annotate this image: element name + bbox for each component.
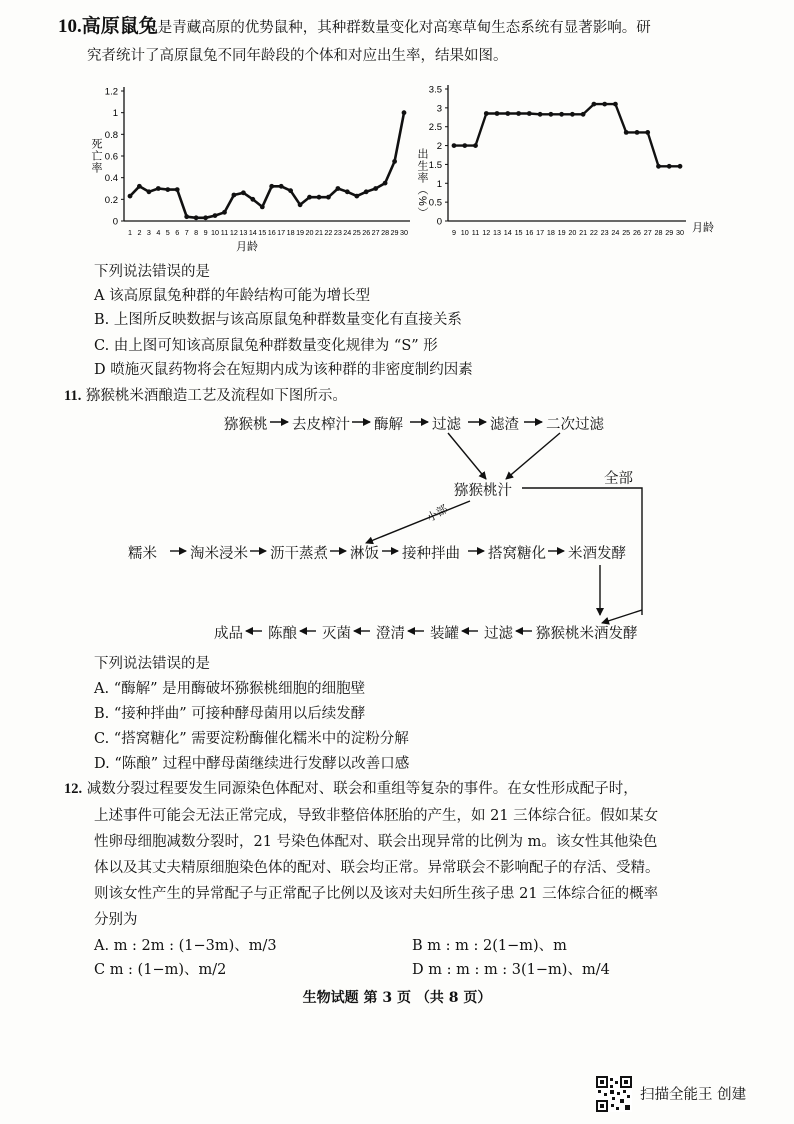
y-tick-label: 1 bbox=[112, 108, 118, 120]
flow-filter: 过滤 bbox=[432, 417, 461, 433]
q12-line-6: 分别为 bbox=[94, 912, 138, 928]
x-tick-label: 8 bbox=[194, 228, 199, 237]
x-tick-label: 19 bbox=[296, 228, 305, 237]
q12-option-c: C m : (1−m)、m/2 bbox=[94, 962, 227, 978]
q12-line-2: 上述事件可能会无法正常完成，导致非整倍体胚胎的产生，如 21 三体综合征。假如某女 bbox=[94, 808, 659, 824]
q10-stem-line2: 究者统计了高原鼠兔不同年龄段的个体和对应出生率，结果如图。 bbox=[87, 48, 508, 64]
x-tick-label: 5 bbox=[165, 228, 170, 237]
data-point bbox=[602, 102, 607, 107]
y-tick-label: 0.5 bbox=[428, 197, 442, 209]
x-tick-label: 10 bbox=[211, 228, 220, 237]
scanner-watermark: 扫描全能王 创建 bbox=[640, 1087, 747, 1103]
data-point bbox=[269, 184, 274, 189]
flow-wash-soak: 淘米浸米 bbox=[190, 546, 248, 562]
x-tick-label: 26 bbox=[632, 228, 641, 237]
y-tick-label: 0.2 bbox=[104, 194, 118, 206]
data-point bbox=[336, 186, 341, 191]
x-tick-label: 25 bbox=[622, 228, 631, 237]
x-tick-label: 11 bbox=[220, 228, 229, 237]
data-point bbox=[279, 184, 284, 189]
x-tick-label: 14 bbox=[503, 228, 512, 237]
x-tick-label: 29 bbox=[390, 228, 399, 237]
birth-rate-axes bbox=[448, 85, 686, 221]
x-tick-label: 12 bbox=[482, 228, 491, 237]
q11-option-b: B. “接种拌曲” 可接种酵母菌用以后续发酵 bbox=[94, 706, 366, 722]
data-point bbox=[194, 215, 199, 220]
x-tick-label: 28 bbox=[654, 228, 663, 237]
y-tick-label: 1 bbox=[436, 178, 442, 190]
x-tick-label: 30 bbox=[676, 228, 684, 237]
flow-label-small: 小部 bbox=[424, 502, 451, 525]
x-tick-label: 26 bbox=[362, 228, 371, 237]
flow-enzymolysis: 酶解 bbox=[374, 417, 403, 433]
x-tick-label: 16 bbox=[267, 228, 276, 237]
data-point bbox=[260, 205, 265, 210]
flow-filter-2: 过滤 bbox=[484, 626, 513, 642]
data-point bbox=[570, 112, 575, 117]
data-point bbox=[165, 187, 170, 192]
q12-option-a: A. m : 2m : (1−3m)、m/3 bbox=[94, 938, 277, 954]
q12-line-3: 性卵母细胞减数分裂时，21 号染色体配对、联会出现异常的比例为 m。该女性其他染色 bbox=[94, 834, 658, 850]
y-tick-label: 2 bbox=[436, 141, 442, 153]
y-tick-label: 0.6 bbox=[104, 151, 118, 163]
q12-text-1: 减数分裂过程要发生同源染色体配对、联会和重组等复杂的事件。在女性形成配子时， bbox=[86, 781, 638, 797]
data-point bbox=[232, 193, 237, 198]
x-tick-label: 23 bbox=[333, 228, 342, 237]
data-point bbox=[128, 194, 133, 199]
x-tick-label: 20 bbox=[305, 228, 314, 237]
flow-inoculate: 接种拌曲 bbox=[402, 546, 460, 562]
x-tick-label: 27 bbox=[371, 228, 380, 237]
y-tick-label: 0 bbox=[436, 216, 442, 228]
data-point bbox=[645, 130, 650, 135]
x-tick-label: 18 bbox=[546, 228, 555, 237]
data-point bbox=[462, 143, 467, 148]
data-point bbox=[184, 214, 189, 219]
q11-option-c: C. “搭窝糖化” 需要淀粉酶催化糯米中的淀粉分解 bbox=[94, 731, 409, 747]
flow-clarify: 澄清 bbox=[376, 626, 405, 642]
data-point bbox=[473, 143, 478, 148]
y-tick-label: 0.4 bbox=[104, 173, 118, 185]
data-point bbox=[538, 112, 543, 117]
x-tick-label: 23 bbox=[600, 228, 609, 237]
x-tick-label: 6 bbox=[175, 228, 180, 237]
y-tick-label: 3 bbox=[436, 103, 442, 115]
mortality-y-label: 死亡率 bbox=[90, 138, 102, 174]
x-tick-label: 24 bbox=[343, 228, 352, 237]
arrow-juice-to-rice bbox=[366, 501, 470, 543]
page-footer: 生物试题 第 3 页 （共 8 页） bbox=[302, 990, 492, 1006]
q11-flow-diagram bbox=[0, 405, 794, 650]
arrow-second-filter-to-juice bbox=[506, 433, 560, 479]
qr-code-icon bbox=[596, 1076, 632, 1112]
data-point bbox=[592, 102, 597, 107]
birth-rate-y-label: 出生率（%） bbox=[416, 148, 428, 219]
x-tick-label: 11 bbox=[471, 228, 480, 237]
x-tick-label: 12 bbox=[229, 228, 238, 237]
q10-option-a: A 该高原鼠兔种群的年龄结构可能为增长型 bbox=[94, 288, 371, 304]
x-tick-label: 4 bbox=[156, 228, 161, 237]
q11-stem bbox=[64, 386, 347, 406]
mortality-chart bbox=[86, 78, 416, 254]
data-point bbox=[298, 202, 303, 207]
flow-glutinous-rice: 糯米 bbox=[128, 546, 157, 562]
data-point bbox=[326, 195, 331, 200]
data-point bbox=[549, 112, 554, 117]
q10-option-c: C. 由上图可知该高原鼠兔种群数量变化规律为 “S” 形 bbox=[94, 338, 438, 354]
q12-line-5: 则该女性产生的异常配子与正常配子比例以及该对夫妇所生孩子患 21 三体综合征的概率 bbox=[94, 886, 659, 902]
flow-product: 成品 bbox=[214, 626, 243, 642]
data-point bbox=[402, 110, 407, 115]
data-point bbox=[147, 189, 152, 194]
x-tick-label: 1 bbox=[128, 228, 132, 237]
flow-aging: 陈酿 bbox=[268, 626, 297, 642]
x-tick-label: 16 bbox=[525, 228, 534, 237]
data-point bbox=[516, 111, 521, 116]
data-point bbox=[364, 189, 369, 194]
data-point bbox=[613, 102, 618, 107]
y-tick-label: 3.5 bbox=[428, 84, 442, 96]
data-point bbox=[452, 143, 457, 148]
flow-arrows bbox=[0, 405, 794, 650]
mortality-y-ticks bbox=[105, 87, 124, 228]
x-tick-label: 14 bbox=[248, 228, 257, 237]
y-tick-label: 1.5 bbox=[428, 159, 442, 171]
x-tick-label: 17 bbox=[277, 228, 286, 237]
x-tick-label: 28 bbox=[381, 228, 390, 237]
q11-prompt: 下列说法错误的是 bbox=[94, 656, 210, 672]
arrow-filter-to-juice bbox=[448, 433, 486, 479]
x-tick-label: 15 bbox=[258, 228, 267, 237]
data-point bbox=[656, 164, 661, 169]
x-tick-label: 22 bbox=[324, 228, 333, 237]
data-point bbox=[175, 187, 180, 192]
q10-number: 10. bbox=[58, 16, 82, 37]
data-point bbox=[317, 195, 322, 200]
data-point bbox=[288, 188, 293, 193]
x-tick-label: 20 bbox=[568, 228, 577, 237]
data-point bbox=[156, 186, 161, 191]
x-tick-label: 7 bbox=[184, 228, 189, 237]
flow-residue: 滤渣 bbox=[490, 417, 519, 433]
data-point bbox=[203, 215, 208, 220]
mortality-x-ticks bbox=[128, 228, 408, 237]
x-tick-label: 13 bbox=[239, 228, 248, 237]
data-point bbox=[222, 210, 227, 215]
data-point bbox=[373, 186, 378, 191]
q10-prompt: 下列说法错误的是 bbox=[94, 264, 210, 280]
data-point bbox=[667, 164, 672, 169]
flow-can: 装罐 bbox=[430, 626, 459, 642]
x-tick-label: 9 bbox=[203, 228, 208, 237]
x-tick-label: 21 bbox=[314, 228, 323, 237]
x-tick-label: 17 bbox=[536, 228, 545, 237]
data-point bbox=[527, 111, 532, 116]
x-tick-label: 24 bbox=[611, 228, 620, 237]
data-point bbox=[484, 111, 489, 116]
flow-saccharify: 搭窝糖化 bbox=[488, 546, 546, 562]
x-tick-label: 13 bbox=[493, 228, 502, 237]
q10-stem-line1 bbox=[58, 14, 651, 40]
q10-title: 高原鼠兔 bbox=[81, 15, 158, 37]
q12-option-b: B m : m : 2(1−m)、m bbox=[412, 938, 567, 954]
data-point bbox=[345, 189, 350, 194]
flow-kiwi-juice: 猕猴桃汁 bbox=[454, 483, 512, 499]
flow-drain-steam: 沥干蒸煮 bbox=[270, 546, 328, 562]
birth-rate-chart bbox=[412, 78, 728, 254]
x-tick-label: 29 bbox=[665, 228, 674, 237]
flow-sterilize: 灭菌 bbox=[322, 626, 351, 642]
q12-line-1 bbox=[64, 779, 638, 799]
data-point bbox=[559, 112, 564, 117]
x-tick-label: 30 bbox=[400, 228, 408, 237]
data-point bbox=[383, 181, 388, 186]
flow-second-filter: 二次过滤 bbox=[546, 417, 604, 433]
q12-line-4: 体以及其丈夫精原细胞染色体的配对、联会均正常。异常联会不影响配子的存活、受精。 bbox=[94, 860, 660, 876]
q10-stem-text1: 是青藏高原的优势鼠种，其种群数量变化对高寒草甸生态系统有显著影响。研 bbox=[157, 20, 651, 36]
data-point bbox=[307, 195, 312, 200]
flow-rinse: 淋饭 bbox=[350, 546, 379, 562]
flow-peel-juice: 去皮榨汁 bbox=[292, 417, 350, 433]
mortality-points bbox=[128, 110, 407, 220]
birth-rate-x-ticks bbox=[452, 228, 684, 237]
data-point bbox=[678, 164, 683, 169]
data-point bbox=[250, 197, 255, 202]
x-tick-label: 19 bbox=[557, 228, 566, 237]
data-point bbox=[392, 159, 397, 164]
q11-option-a: A. “酶解” 是用酶破坏猕猴桃细胞的细胞壁 bbox=[94, 681, 366, 697]
data-point bbox=[624, 130, 629, 135]
x-tick-label: 15 bbox=[514, 228, 523, 237]
x-tick-label: 27 bbox=[643, 228, 652, 237]
y-tick-label: 0.8 bbox=[104, 129, 118, 141]
data-point bbox=[137, 184, 142, 189]
q11-option-d: D. “陈酿” 过程中酵母菌继续进行发酵以改善口感 bbox=[94, 756, 410, 772]
x-tick-label: 10 bbox=[460, 228, 469, 237]
q10-option-d: D 喷施灭鼠药物将会在短期内成为该种群的非密度制约因素 bbox=[94, 362, 473, 378]
data-point bbox=[635, 130, 640, 135]
flow-label-all: 全部 bbox=[604, 471, 633, 487]
x-tick-label: 21 bbox=[579, 228, 588, 237]
birth-rate-x-label: 月龄 bbox=[692, 222, 714, 234]
mortality-x-label: 月龄 bbox=[236, 241, 258, 253]
data-point bbox=[581, 112, 586, 117]
q10-option-b: B. 上图所反映数据与该高原鼠兔种群数量变化有直接关系 bbox=[94, 312, 462, 328]
flow-kiwi: 猕猴桃 bbox=[224, 417, 268, 433]
q11-number: 11. bbox=[64, 388, 82, 404]
y-tick-label: 1.2 bbox=[104, 86, 118, 98]
x-tick-label: 3 bbox=[146, 228, 151, 237]
flow-rice-wine-ferment: 米酒发酵 bbox=[568, 546, 626, 562]
flow-kiwi-rice-wine-ferment: 猕猴桃米酒发酵 bbox=[536, 626, 638, 642]
y-tick-label: 0 bbox=[112, 216, 118, 228]
data-point bbox=[241, 190, 246, 195]
q12-number: 12. bbox=[64, 781, 83, 797]
x-tick-label: 25 bbox=[352, 228, 361, 237]
x-tick-label: 9 bbox=[452, 228, 456, 237]
x-tick-label: 2 bbox=[137, 228, 142, 237]
x-tick-label: 22 bbox=[589, 228, 598, 237]
data-point bbox=[354, 194, 359, 199]
q12-option-d: D m : m : m : 3(1−m)、m/4 bbox=[412, 962, 610, 978]
mortality-axes bbox=[124, 87, 410, 221]
y-tick-label: 2.5 bbox=[428, 122, 442, 134]
x-tick-label: 18 bbox=[286, 228, 295, 237]
data-point bbox=[495, 111, 500, 116]
mortality-series-line bbox=[130, 113, 404, 218]
data-point bbox=[505, 111, 510, 116]
data-point bbox=[213, 213, 218, 218]
q11-stem-text: 猕猴桃米酒酿造工艺及流程如下图所示。 bbox=[85, 388, 347, 404]
birth-rate-y-ticks bbox=[429, 85, 448, 228]
